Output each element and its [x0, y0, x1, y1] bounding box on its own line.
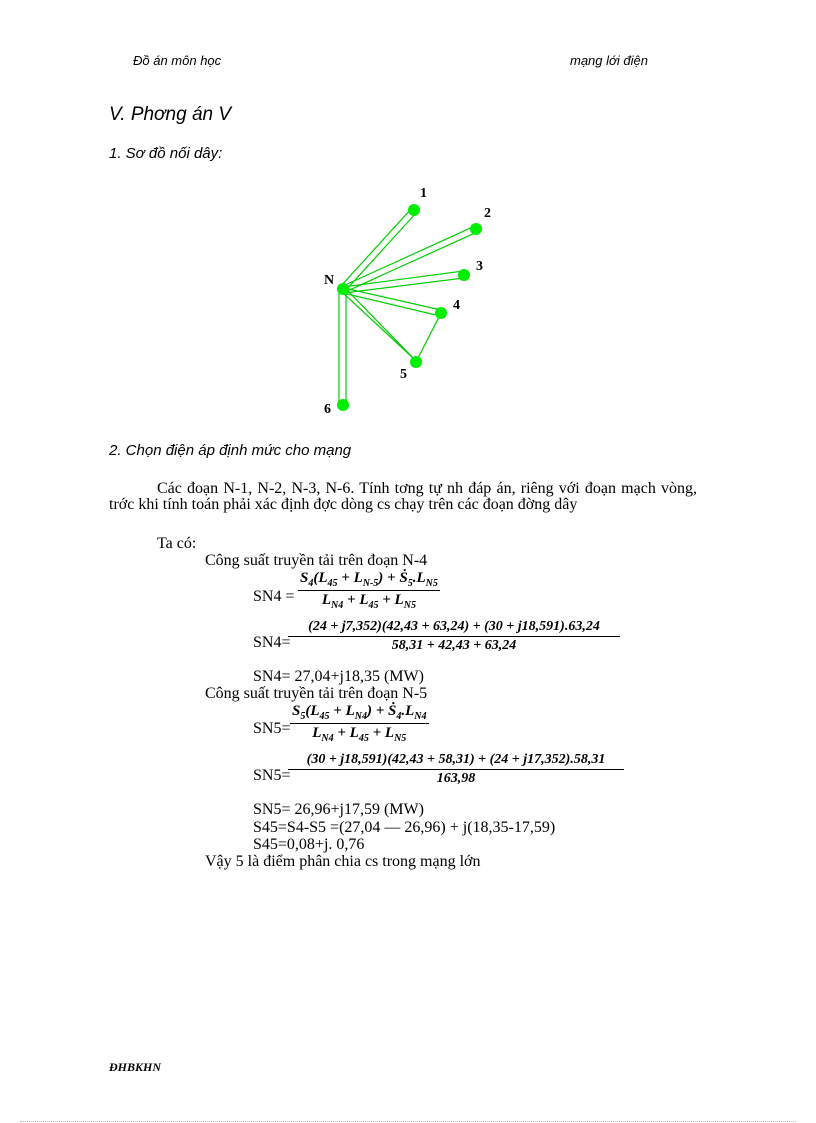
- header-right: mạng lới điện: [570, 53, 648, 68]
- sn5-numerator: (30 + j18,591)(42,43 + 58,31) + (24 + j17,352).58,31: [288, 752, 624, 770]
- node-3: [458, 269, 470, 281]
- sn5-label-numeric: SN5=: [253, 767, 291, 784]
- node-2: [470, 223, 482, 235]
- line-n-2: [343, 226, 477, 292]
- section-title: V. Phơng án V: [109, 104, 232, 125]
- label-2: 2: [484, 206, 491, 221]
- network-diagram: [300, 175, 520, 420]
- conclusion: Vậy 5 là điểm phân chia cs trong mạng lớn: [205, 853, 481, 870]
- label-3: 3: [476, 259, 483, 274]
- label-5: 5: [400, 367, 407, 382]
- label-4: 4: [453, 298, 460, 313]
- sn4-label-numeric: SN4=: [253, 634, 291, 651]
- line-n-4: [343, 288, 441, 316]
- sn5-label-symbolic: SN5=: [253, 720, 291, 737]
- node-1: [408, 204, 420, 216]
- footer-label: ĐHBKHN: [109, 1060, 162, 1074]
- subsection-wiring-diagram: 1. Sơ đồ nối dây:: [109, 145, 223, 162]
- label-1: 1: [420, 186, 427, 201]
- sn5-denominator: 163,98: [436, 771, 476, 786]
- sn5-result: SN5= 26,96+j17,59 (MW): [253, 801, 424, 818]
- s45-line-2: S45=0,08+j. 0,76: [253, 836, 365, 853]
- line-n-6: [339, 289, 346, 404]
- sn4-label-symbolic: SN4 =: [253, 588, 295, 605]
- line-4-5: [416, 313, 441, 362]
- page-bottom-divider: [20, 1121, 796, 1122]
- node-n: [337, 283, 349, 295]
- sn5-numeric-fraction: [288, 752, 624, 787]
- subsection-rated-voltage: 2. Chọn điện áp định mức cho mạng: [109, 442, 352, 459]
- node-4: [435, 307, 447, 319]
- line-n-5: [342, 288, 417, 362]
- sn4-numeric-fraction: [288, 619, 620, 654]
- label-6: 6: [324, 402, 331, 417]
- s45-line-1: S45=S4-S5 =(27,04 — 26,96) + j(18,35-17,59): [253, 819, 556, 836]
- power-n4-heading: Công suất truyền tải trên đoạn N-4: [205, 552, 428, 569]
- body-paragraph: Các đoạn N-1, N-2, N-3, N-6. Tính tơng tự nh đáp án, riêng với đoạn mạch vòng, trớc khi tính toán phải xác định đợc dòng cs chạy trên các đoạn đờng dây: [109, 480, 697, 513]
- sn4-numerator: (24 + j7,352)(42,43 + 63,24) + (30 + j18,591).63,24: [288, 619, 620, 637]
- sn4-denominator: 58,31 + 42,43 + 63,24: [391, 638, 517, 653]
- ta-co: Ta có:: [157, 535, 197, 552]
- line-n-3: [343, 271, 464, 293]
- sn4-result: SN4= 27,04+j18,35 (MW): [253, 668, 424, 685]
- node-5: [410, 356, 422, 368]
- header-left: Đồ án môn học: [133, 53, 222, 68]
- sn5-symbolic-fraction: $\frac{S_5(L_{45} + L_{N4}) + Ṡ_4.L_{N4}}{L_{N4} + L_{45} + L_{N5}}$: [292, 703, 427, 744]
- node-6: [337, 399, 349, 411]
- power-n5-heading: Công suất truyền tải trên đoạn N-5: [205, 685, 428, 702]
- sn4-symbolic-fraction: $\frac{S_4(L_{45} + L_{N-5}) + Ṡ_5.L_{N5}}{L_{N4} + L_{45} + L_{N5}}$: [300, 570, 438, 611]
- label-n: N: [324, 273, 335, 288]
